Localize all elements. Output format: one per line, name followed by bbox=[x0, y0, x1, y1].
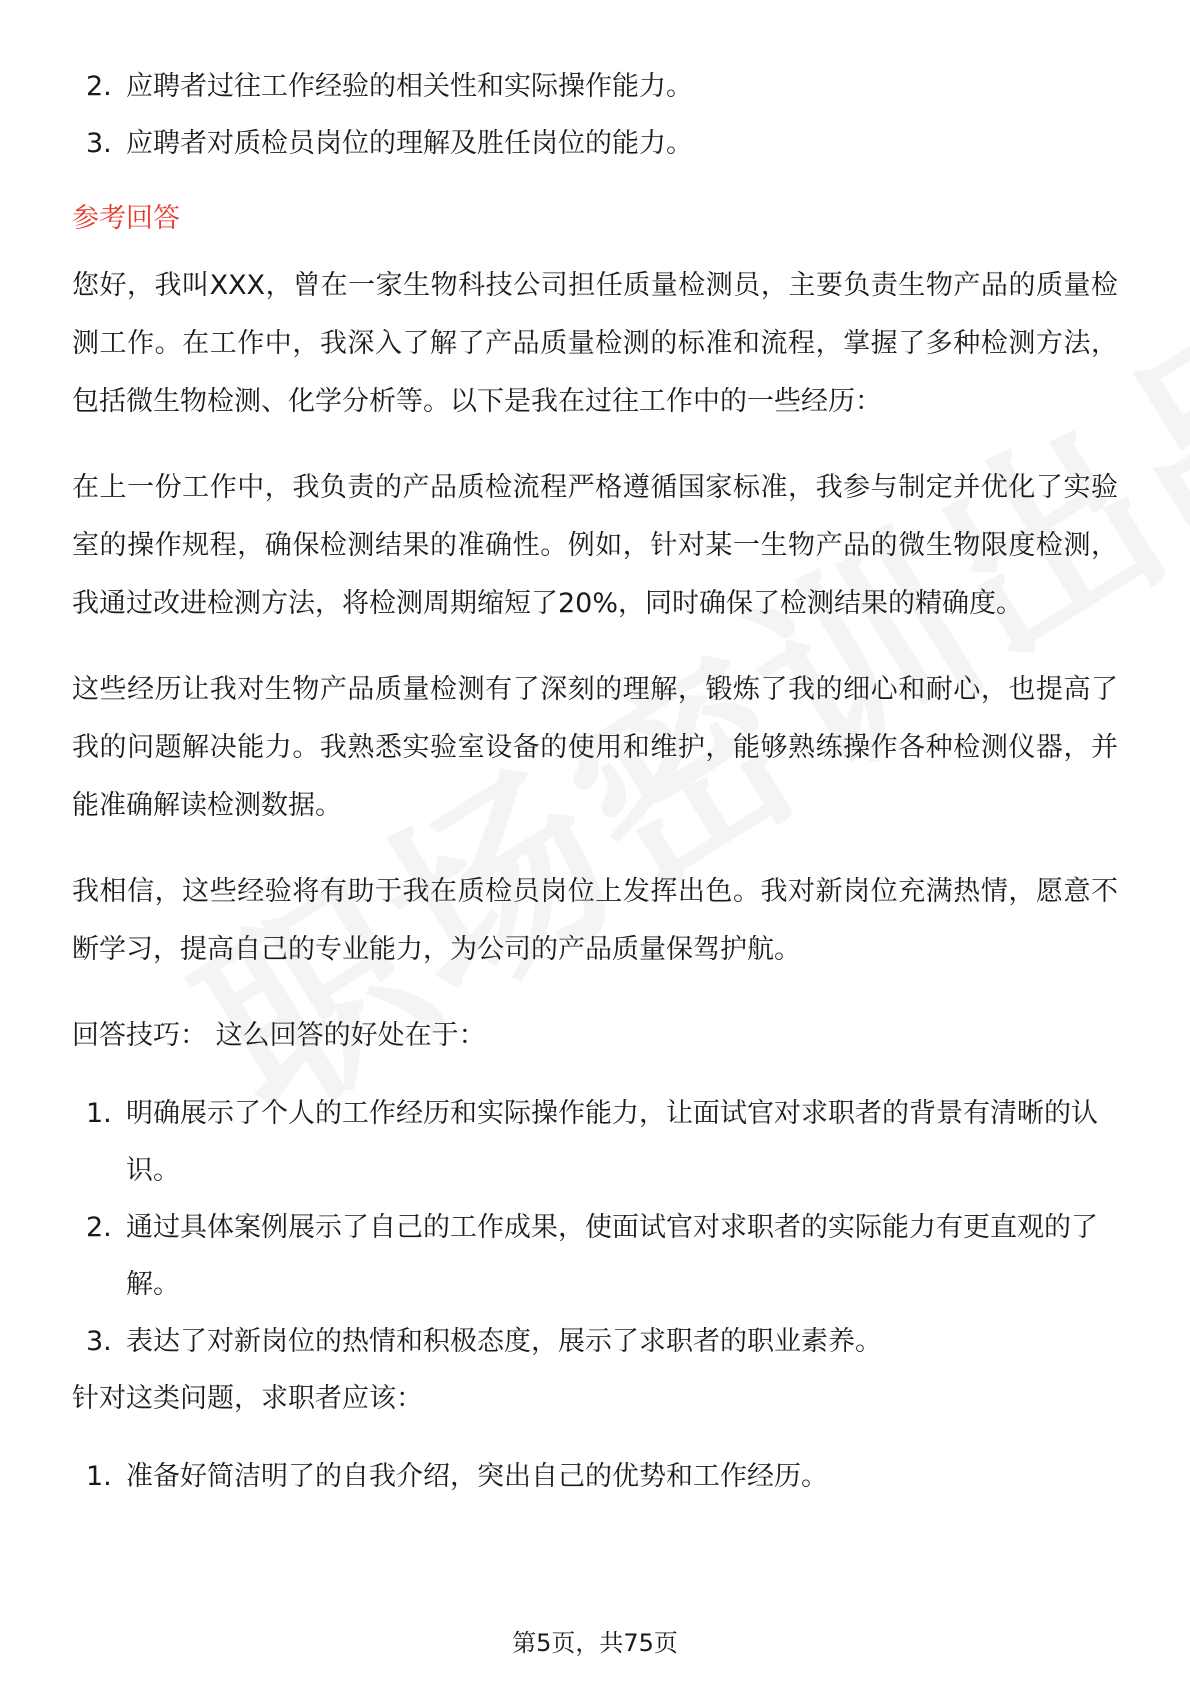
tips-list bbox=[72, 1085, 1118, 1370]
tips-heading: 回答技巧： 这么回答的好处在于： bbox=[72, 1020, 486, 1051]
list-number: 1. bbox=[86, 1098, 112, 1129]
section-title: 参考回答 bbox=[72, 203, 180, 234]
list-number: 1. bbox=[86, 1461, 112, 1492]
list-number: 2. bbox=[86, 1212, 112, 1243]
advice-heading: 针对这类问题，求职者应该： bbox=[72, 1383, 423, 1414]
paragraph: 在上一份工作中，我负责的产品质检流程严格遵循国家标准，我参与制定并优化了实验室的操作规程，确保检测结果的准确性。例如，针对某一生物产品的微生物限度检测，我通过改进检测方法，将检测周期缩短了20%，同时确保了检测结果的精确度。 bbox=[72, 472, 1118, 619]
paragraph: 我相信，这些经验将有助于我在质检员岗位上发挥出色。我对新岗位充满热情，愿意不断学习，提高自己的专业能力，为公司的产品质量保驾护航。 bbox=[72, 876, 1118, 965]
list-text: 表达了对新岗位的热情和积极态度，展示了求职者的职业素养。 bbox=[126, 1326, 882, 1357]
paragraph: 这些经历让我对生物产品质量检测有了深刻的理解，锻炼了我的细心和耐心，也提高了我的问题解决能力。我熟悉实验室设备的使用和维护，能够熟练操作各种检测仪器，并能准确解读检测数据。 bbox=[72, 674, 1118, 821]
list-text: 应聘者对质检员岗位的理解及胜任岗位的能力。 bbox=[126, 128, 693, 159]
list-text: 应聘者过往工作经验的相关性和实际操作能力。 bbox=[126, 71, 693, 102]
list-item bbox=[72, 115, 1118, 172]
list-item bbox=[72, 1313, 1118, 1370]
list-item bbox=[72, 1448, 1118, 1505]
list-number: 3. bbox=[86, 128, 112, 159]
advice-list bbox=[72, 1448, 1118, 1505]
list-text: 明确展示了个人的工作经历和实际操作能力，让面试官对求职者的背景有清晰的认识。 bbox=[126, 1098, 1098, 1186]
list-item bbox=[72, 1085, 1118, 1199]
list-number: 3. bbox=[86, 1326, 112, 1357]
list-item bbox=[72, 58, 1118, 115]
list-item bbox=[72, 1199, 1118, 1313]
page-footer: 第5页，共75页 bbox=[512, 1629, 678, 1657]
paragraph: 您好，我叫XXX，曾在一家生物科技公司担任质量检测员，主要负责生物产品的质量检测工作。在工作中，我深入了解了产品质量检测的标准和流程，掌握了多种检测方法，包括微生物检测、化学分析等。以下是我在过往工作中的一些经历： bbox=[72, 270, 1118, 417]
list-number: 2. bbox=[86, 71, 112, 102]
document-content bbox=[72, 58, 1118, 1505]
intro-list bbox=[72, 58, 1118, 172]
list-text: 准备好简洁明了的自我介绍，突出自己的优势和工作经历。 bbox=[126, 1461, 828, 1492]
list-text: 通过具体案例展示了自己的工作成果，使面试官对求职者的实际能力有更直观的了解。 bbox=[126, 1212, 1098, 1300]
